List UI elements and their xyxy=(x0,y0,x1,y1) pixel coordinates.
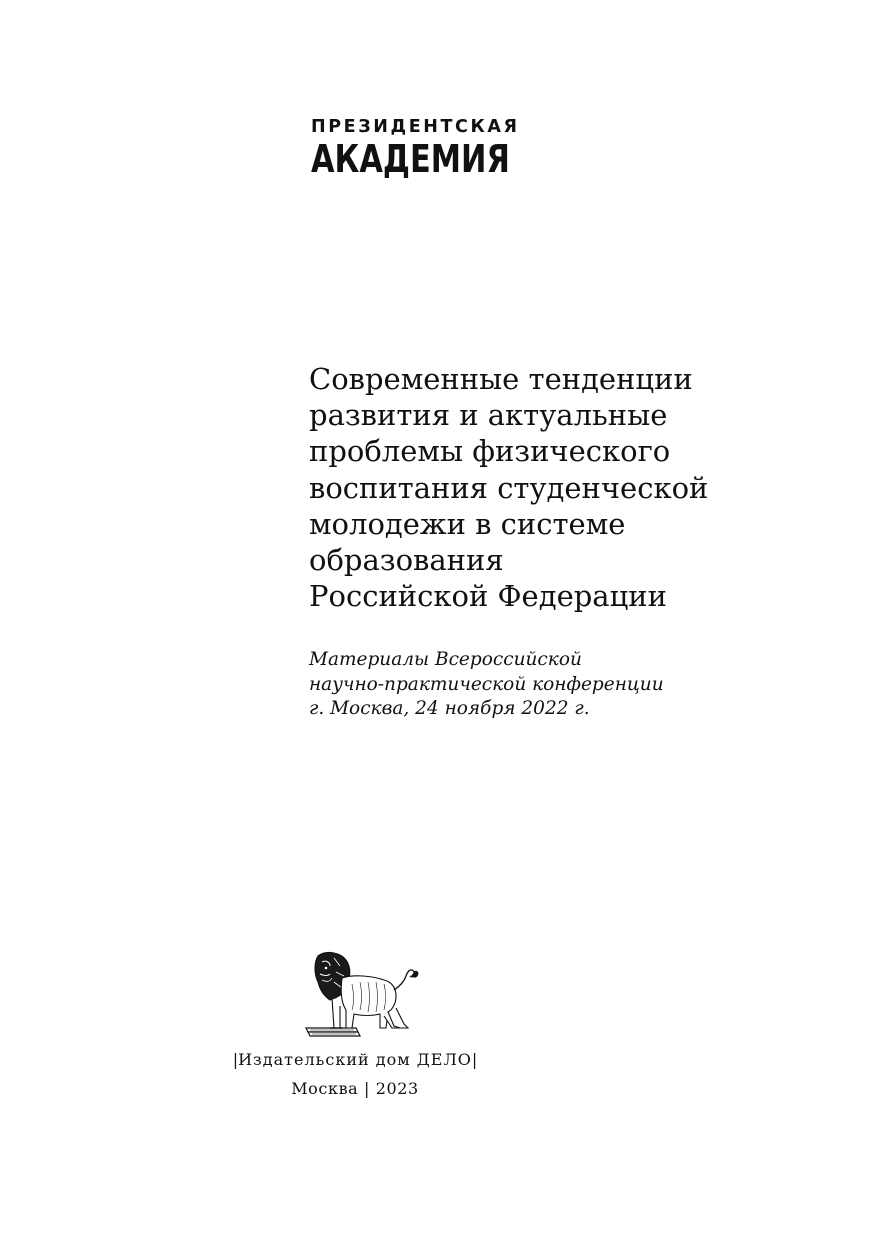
lion-icon xyxy=(296,948,422,1040)
logo-line-presidential: ПРЕЗИДЕНТСКАЯ xyxy=(311,117,520,137)
title-line: проблемы физического xyxy=(309,434,671,469)
conference-subtitle xyxy=(309,648,829,722)
publication-place-year xyxy=(0,1078,710,1100)
subtitle-line: г. Москва, 24 ноября 2022 г. xyxy=(309,698,590,719)
title-line: Российской Федерации xyxy=(309,579,667,614)
subtitle-line: Материалы Всероссийской xyxy=(309,649,582,670)
lion-body xyxy=(315,953,418,1028)
title-line: развития и актуальные xyxy=(309,398,668,433)
publisher-bar-right: | xyxy=(471,1050,478,1069)
publisher-bar-left: | xyxy=(232,1050,239,1069)
publication-city: Москва xyxy=(291,1079,359,1098)
title-line: Современные тенденции xyxy=(309,362,693,396)
title-line: образования xyxy=(309,543,504,578)
city-year-divider: | xyxy=(364,1079,370,1098)
logo-line-academy: АКАДЕМИЯ xyxy=(311,137,510,181)
book-title xyxy=(309,361,849,614)
pedestal-icon xyxy=(306,1028,360,1036)
title-line: воспитания студенческой xyxy=(309,470,709,505)
publication-year: 2023 xyxy=(375,1079,419,1098)
title-line: молодежи в системе xyxy=(309,506,626,541)
publisher-name: Издательский дом ДЕЛО xyxy=(238,1050,472,1069)
publisher-line xyxy=(0,1049,710,1071)
academy-logo xyxy=(311,116,551,180)
subtitle-line: научно-практической конференции xyxy=(309,673,664,695)
